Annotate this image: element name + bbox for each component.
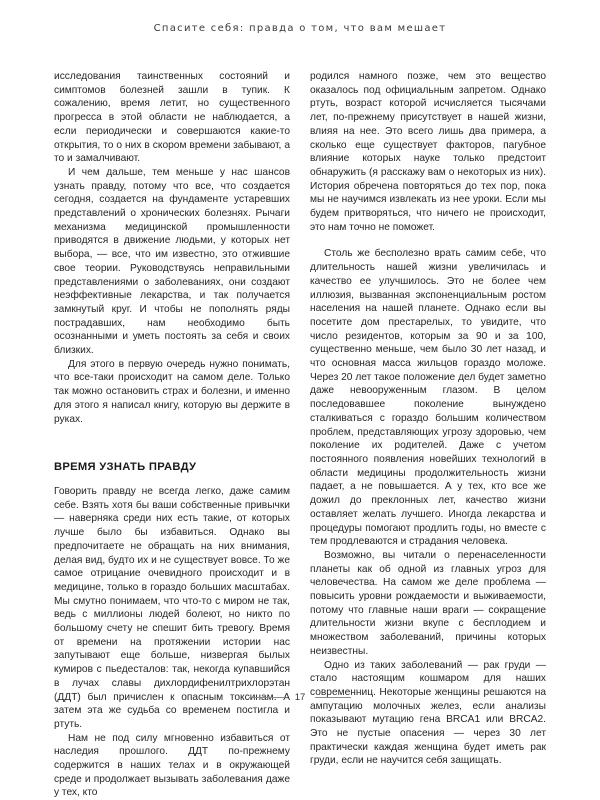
paragraph: Говорить правду не всегда легко, даже самим себе. Взять хотя бы ваши собственные привычки — наверняка среди них есть такие, от которых лучше было бы избавиться. Однако вы предпочитаете не обращать на них внимания, делая вид, будто их и не существует вовсе. То же самое отрицание очевидного происходит и в медицине, только в гораздо больших масштабах. Мы смутно понимаем, что что-то с миром не так, ведь с миллионы людей болеют, но никто по большому счету не спешит бить тревогу. Время от времени на протяжении истории нас запутывают еще больше, низвергая былых кумиров с пьедесталов: так, некогда купавшийся в лучах славы дихлордифенилтрихлорэтан (ДДТ) был причислен к опасным токсинам. А затем эта же судьба со временем постигла и ртуть. (54, 485, 290, 730)
paragraph: Для этого в первую очередь нужно понимать, что все-таки происходит на самом деле. Только так можно остановить страх и болезни, и именно для этого я написал книгу, которую вы держите в руках. (54, 358, 290, 425)
footer-rule-right (315, 697, 351, 698)
right-column (310, 70, 546, 768)
paragraph-continued: исследования таинственных состояний и симптомов болезней зашли в тупик. К сожалению, время летит, но существенного прогресса в этой области не наблюдается, а если периодически и совершаются какие-то открытия, то о них в скором времени забывают, а то и замалчивают. (54, 71, 290, 165)
paragraph: Нам не под силу мгновенно избавиться от наследия прошлого. ДДТ по-прежнему содержится в наших телах и в окружающей среде и продолжает вызывать заболевания даже у тех, кто (54, 732, 290, 799)
paragraph-continued: родился намного позже, чем это вещество оказалось под официальным запретом. Однако ртуть, возраст которой исчисляется тысячами лет, по-прежнему присутствует в нашей жизни, влияя на нее. Это всего лишь два примера, а сколько еще существует факторов, пагубное влияние которых науке только предстоит обнаружить (я расскажу вам о некоторых из них). История обречена повторяться до тех пор, пока мы не научимся извлекать из нее уроки. Если мы будем притворяться, что ничего не происходит, это нам точно не поможет. (310, 71, 546, 233)
paragraph: И чем дальше, тем меньше у нас шансов узнать правду, потому что все, что создается сегодня, создается на фундаменте устаревших представлений о хронических болезнях. Рычаги механизма медицинской промышленности приводятся в движение людьми, у которых нет выбора, — все, что им известно, это отжившие свое теории. Руководствуясь неправильными представлениями о заболеваниях, они создают неэффективные лекарства, и так получается замкнутый круг. И чтобы не пополнять ряды пострадавших, нам необходимо быть осознанными и уметь постоять за себя и своих близких. (54, 166, 290, 357)
page-footer (0, 692, 600, 703)
paragraph: Одно из таких заболеваний — рак груди — стало настоящим кошмаром для наших современниц. Некоторые женщины решаются на ампутацию молочных желез, если анализы показывают мутацию гена BRCA1 или BRCA2. Это не пустые опасения — через 30 лет практически каждая женщина будет иметь рак груди, если не научится себя защищать. (310, 659, 546, 767)
paragraph: Возможно, вы читали о перенаселенности планеты как об одной из главных угроз для человечества. На самом же деле проблема — повысить уровни рождаемости и выживаемости, потому что главные наши враги — сокращение длительности жизни вкупе с бесплодием и множеством заболеваний, причины которых неизвестны. (310, 549, 546, 657)
left-column (54, 70, 290, 800)
running-header: Спасите себя: правда о том, что вам мешает (153, 23, 447, 34)
paragraph: Столь же бесполезно врать самим себе, что длительность нашей жизни увеличилась и качество ее улучшилось. Это не более чем иллюзия, вызванная экспоненциальным ростом населения на нашей планете. Однако если вы посетите дом престарелых, то увидите, что число резидентов, которым за 90 и за 100, существенно меньше, чем было 30 лет назад, и что основная масса жильцов гораздо моложе. Через 20 лет такое положение дел будет заметно даже невооруженным глазом. В целом последовавшее поколение вынуждено сталкиваться с гораздо большим количеством проблем, представляющих угрозу здоровью, чем поколение их родителей. Даже с учетом постоянного появления новейших технологий в области медицины продолжительность жизни падает, а не повышается. А у тех, кто все же дожил до преклонных лет, качество жизни оставляет желать лучшего. Иногда лекарства и процедуры помогают продлить годы, но вместе с тем продлеваются и страдания человека. (310, 248, 546, 548)
page-number: 17 (294, 692, 306, 703)
footer-rule-left (249, 697, 285, 698)
section-heading: ВРЕМЯ УЗНАТЬ ПРАВДУ (54, 461, 197, 474)
